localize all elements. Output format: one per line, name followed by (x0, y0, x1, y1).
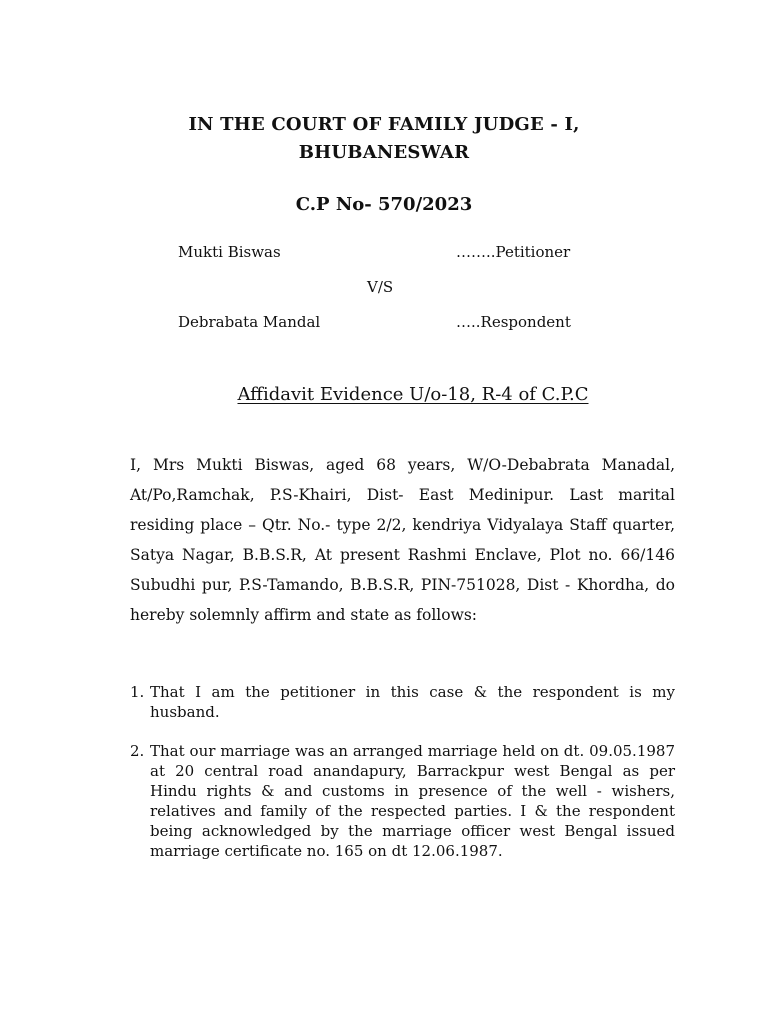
court-title-line1: IN THE COURT OF FAMILY JUDGE - I, (188, 114, 580, 135)
respondent-name: Debrabata Mandal (178, 313, 321, 331)
court-title-line2: BHUBANESWAR (298, 142, 470, 163)
statement-item (130, 682, 675, 722)
statement-item (130, 741, 675, 861)
case-number: C.P No- 570/2023 (295, 194, 473, 215)
petitioner-role: ……..Petitioner (456, 243, 571, 261)
statement-number: 1. (130, 683, 145, 701)
statement-text: That our marriage was an arranged marriage held on dt. 09.05.1987 at 20 central road anandapury, Barrackpur west Bengal as per Hindu rights & and customs in presence of the well - wishers, relatives and family of the respected parties. I & the respondent being acknowledged by the marriage officer west Bengal issued marriage certificate no. 165 on dt 12.06.1987. (150, 742, 675, 860)
statement-text: That I am the petitioner in this case & the respondent is my husband. (150, 683, 675, 721)
respondent-role: …..Respondent (456, 313, 571, 331)
petitioner-name: Mukti Biswas (178, 243, 281, 261)
intro-paragraph: I, Mrs Mukti Biswas, aged 68 years, W/O-Debabrata Manadal, At/Po,Ramchak, P.S-Khairi, Dist- East Medinipur. Last marital residing place – Qtr. No.- type 2/2, kendriya Vidyalaya Staff quarter, Satya Nagar, B.B.S.R, At present Rashmi Enclave, Plot no. 66/146 Subudhi pur, P.S-Tamando, B.B.S.R, PIN-751028, Dist - Khordha, do hereby solemnly affirm and state as follows: (130, 456, 675, 624)
versus-label: V/S (367, 278, 394, 296)
affidavit-title: Affidavit Evidence U/o-18, R-4 of C.P.C (237, 384, 589, 405)
statement-number: 2. (130, 742, 145, 760)
